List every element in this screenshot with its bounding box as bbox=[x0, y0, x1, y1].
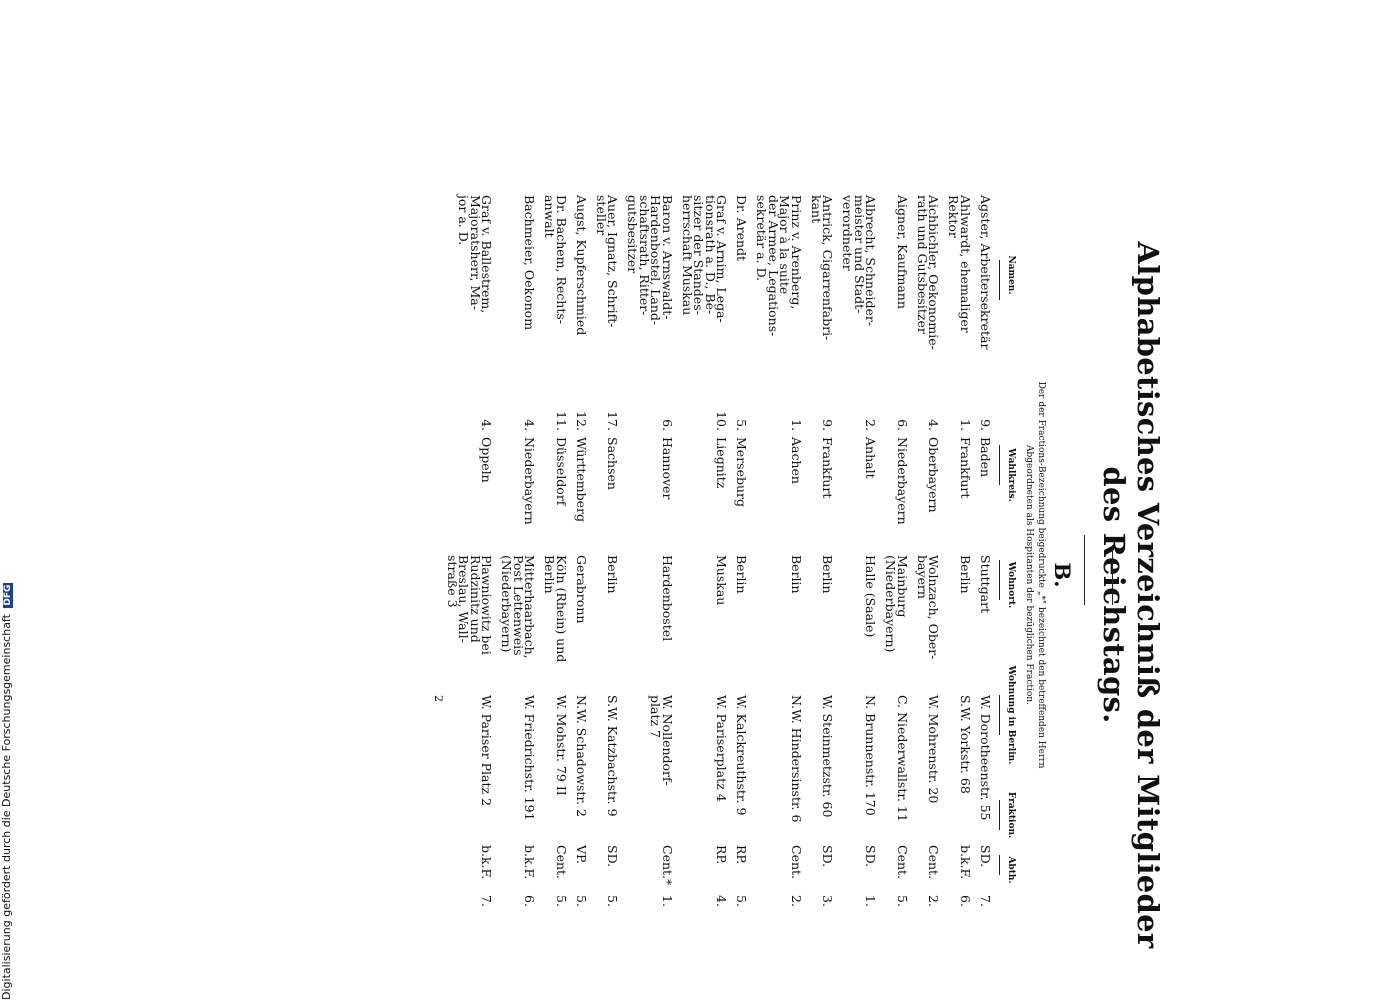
cell-wk-no: 9. bbox=[820, 419, 836, 431]
page-title: Alphabetisches Verzeichniß der Mitglieder des Reichstags. bbox=[1097, 241, 1165, 949]
cell-berlin: W. Nollendorf- platz 7 bbox=[648, 695, 675, 786]
cell-fraktion: VP. bbox=[574, 845, 589, 864]
cell-wohnort: Muskau bbox=[714, 555, 730, 606]
cell-fraktion: b.k.F. bbox=[958, 845, 973, 880]
cell-wk-no: 4. bbox=[926, 419, 942, 431]
cell-wohnort: Wolnzach, Ober- bayern bbox=[915, 555, 942, 660]
cell-fraktion: Cent. bbox=[895, 845, 910, 880]
table-row bbox=[948, 195, 971, 995]
cell-wohnort: Halle (Saale) bbox=[863, 555, 879, 638]
header-wahlkreis: Wahlkreis. bbox=[1006, 448, 1016, 502]
cell-wk-no: 1. bbox=[958, 419, 973, 431]
cell-wk-no: 1. bbox=[789, 419, 804, 431]
header-name: Namen. bbox=[1006, 255, 1016, 295]
cell-wk: Düsseldorf bbox=[554, 437, 569, 506]
rotated-page bbox=[235, 195, 1165, 995]
cell-fraktion: b.k.F. bbox=[522, 845, 538, 880]
cell-wohnort: Berlin bbox=[605, 555, 621, 594]
cell-wk-no: 4. bbox=[522, 419, 538, 431]
cell-wk-no: 12. bbox=[574, 411, 589, 431]
cell-abt: 5. bbox=[605, 895, 621, 907]
header-rule bbox=[999, 800, 1000, 830]
cell-wk-no: 2. bbox=[863, 419, 879, 431]
cell-fraktion: Cent. bbox=[554, 845, 569, 880]
cell-wohnort: Berlin bbox=[734, 555, 750, 594]
cell-fraktion: SD. bbox=[820, 845, 836, 868]
cell-name: Aichbichler, Oekonomie- rath und Gutsbesitzer bbox=[915, 195, 942, 350]
cell-name: Augst, Kupferschmied bbox=[574, 195, 589, 336]
cell-name: Bachmeier, Oekonom bbox=[522, 195, 538, 331]
cell-wk: Aachen bbox=[789, 437, 804, 484]
header-rule bbox=[999, 855, 1000, 875]
cell-berlin: W. Kalckreuthstr. 9 bbox=[734, 695, 750, 816]
section-rule bbox=[1084, 535, 1085, 605]
header-rule bbox=[999, 560, 1000, 600]
cell-name: Auer, Ignatz, Schrift- steller bbox=[594, 195, 621, 328]
table-row bbox=[596, 195, 619, 995]
cell-name: Albrecht, Schneider- meister und Stadt- verordneter bbox=[840, 195, 879, 327]
table-header bbox=[1000, 195, 1016, 995]
cell-abt: 4. bbox=[714, 895, 730, 907]
cell-wk: Frankfurt bbox=[820, 437, 836, 499]
cell-name: Baron v. Arnswaldt- Hardenbostel, Land- schaftsrath, Ritter- gutsbesitzer bbox=[625, 195, 675, 326]
table-row bbox=[736, 195, 748, 995]
header-berlin: Wohnung in Berlin. bbox=[1006, 665, 1016, 765]
cell-abt: 3. bbox=[820, 895, 836, 907]
table-row bbox=[917, 195, 940, 995]
cell-wk-no: 6. bbox=[895, 419, 910, 431]
cell-fraktion: b.k.F. bbox=[479, 845, 495, 880]
header-wohnort: Wohnort. bbox=[1006, 561, 1016, 609]
cell-abt: 6. bbox=[522, 895, 538, 907]
digitization-text: Digitalisierung gefördert durch die Deutsche Forschungsgemeinschaft bbox=[0, 614, 13, 1000]
cell-wohnort: Berlin bbox=[820, 555, 836, 594]
cell-berlin: W. Mohstr. 79 II bbox=[554, 695, 569, 796]
cell-wk-no: 9. bbox=[978, 419, 993, 431]
table-row bbox=[447, 195, 493, 995]
cell-fraktion: SD. bbox=[863, 845, 879, 868]
member-table bbox=[438, 195, 991, 995]
digitization-note bbox=[0, 584, 20, 1000]
table-row bbox=[980, 195, 992, 995]
header-rule bbox=[999, 445, 1000, 485]
cell-wohnort: Stuttgart bbox=[978, 555, 993, 614]
cell-fraktion: SD. bbox=[978, 845, 993, 868]
cell-abt: 5. bbox=[895, 895, 910, 907]
cell-abt: 5. bbox=[554, 895, 569, 907]
fraction-note: Der der Fractions-Bezeichnung beigedruckte „*" bezeichnet den betreffenden Herrn Abgeordneten als Hospitanten der bezüglichen Fraction. bbox=[1024, 381, 1046, 769]
cell-wk: Frankfurt bbox=[958, 437, 973, 499]
cell-berlin: W. Friedrichstr. 191 bbox=[522, 695, 538, 821]
header-abt: Abth. bbox=[1006, 856, 1016, 884]
cell-berlin: C. Niederwallstr. 11 bbox=[895, 695, 910, 822]
cell-abt: 5. bbox=[574, 895, 589, 907]
cell-abt: 1. bbox=[863, 895, 879, 907]
cell-wk-no: 10. bbox=[714, 411, 730, 431]
cell-fraktion: RP. bbox=[714, 845, 730, 865]
table-row bbox=[682, 195, 728, 995]
cell-berlin: S.W. Yorkstr. 68 bbox=[958, 695, 973, 794]
cell-name: Dr. Arendt bbox=[734, 195, 750, 262]
cell-wohnort: Köln (Rhein) und Berlin bbox=[542, 555, 569, 663]
cell-wohnort: Gerabronn bbox=[574, 555, 589, 624]
cell-berlin: S.W. Katzbachstr. 9 bbox=[605, 695, 621, 817]
cell-name: Dr. Bachem, Rechts- anwalt bbox=[542, 195, 569, 324]
cell-berlin: N.W. Hindersinstr. 6 bbox=[789, 695, 804, 823]
cell-fraktion: Cent. bbox=[789, 845, 804, 880]
table-row bbox=[544, 195, 567, 995]
cell-name: Graf v. Ballestrem, Majoratsherr, Ma- jor a. D. bbox=[456, 195, 495, 314]
cell-wk: Hannover bbox=[660, 437, 675, 500]
header-rule bbox=[999, 260, 1000, 300]
cell-wk: Oppeln bbox=[479, 437, 495, 483]
cell-berlin: W. Pariserplatz 4 bbox=[714, 695, 730, 802]
cell-wk: Sachsen bbox=[605, 437, 621, 490]
cell-wk: Württemberg bbox=[574, 437, 589, 523]
cell-berlin: N.W. Schadowstr. 2 bbox=[574, 695, 589, 817]
cell-wk-no: 4. bbox=[479, 419, 495, 431]
cell-wohnort: Berlin bbox=[958, 555, 973, 594]
cell-berlin: W. Steinmetzstr. 60 bbox=[820, 695, 836, 818]
table-row bbox=[756, 195, 802, 995]
table-row bbox=[576, 195, 588, 995]
cell-wohnort: Mitterhaarbach, Post Lettenweis (Niederbayern) bbox=[499, 555, 538, 659]
cell-name: Prinz v. Arenberg, Major à la suite der Armee, Legations- sekretär a. D. bbox=[754, 195, 804, 337]
table-row bbox=[811, 195, 834, 995]
cell-abt: 2. bbox=[926, 895, 942, 907]
cell-wk: Niederbayern bbox=[522, 437, 538, 525]
cell-berlin: N. Brunnenstr. 170 bbox=[863, 695, 879, 816]
cell-wk: Baden bbox=[978, 437, 993, 478]
cell-name: Agster, Arbeitersekretär bbox=[978, 195, 993, 350]
cell-abt: 1. bbox=[660, 895, 675, 907]
header-rule bbox=[999, 695, 1000, 735]
table-row bbox=[501, 195, 536, 995]
cell-name: Graf v. Arnim, Lega- tionsrath a. D., Be- sitzer der Standes- herrschaft Muskau bbox=[680, 195, 730, 323]
section-letter: B. bbox=[1050, 562, 1075, 588]
table-row bbox=[885, 195, 908, 995]
cell-wk-no: 11. bbox=[554, 411, 569, 431]
cell-wk: Oberbayern bbox=[926, 437, 942, 513]
cell-wohnort: Mainburg (Niederbayern) bbox=[883, 555, 910, 653]
cell-wk-no: 6. bbox=[660, 419, 675, 431]
cell-name: Aigner, Kaufmann bbox=[895, 195, 910, 309]
cell-berlin: W. Mohrenstr. 20 bbox=[926, 695, 942, 804]
cell-fraktion: SD. bbox=[605, 845, 621, 868]
cell-berlin: W. Dorotheenstr. 55 bbox=[978, 695, 993, 821]
cell-wohnort: Plawniowitz bei Rudzinitz und Breslau, Wall- straße 3 bbox=[445, 555, 495, 655]
title-rule bbox=[1112, 545, 1113, 605]
cell-fraktion: RP. bbox=[734, 845, 750, 865]
table-row bbox=[627, 195, 673, 995]
table-row bbox=[842, 195, 877, 995]
cell-fraktion: Cent. bbox=[926, 845, 942, 880]
dfg-logo: DFG bbox=[3, 584, 13, 606]
cell-abt: 2. bbox=[789, 895, 804, 907]
cell-abt: 7. bbox=[479, 895, 495, 907]
cell-abt: 5. bbox=[734, 895, 750, 907]
cell-name: Antrick, Cigarrenfabri- kant bbox=[809, 195, 836, 341]
cell-wk-no: 17. bbox=[605, 411, 621, 431]
header-fraktion: Fraktion. bbox=[1006, 791, 1016, 839]
cell-wohnort: Berlin bbox=[789, 555, 804, 594]
cell-wk: Niederbayern bbox=[895, 437, 910, 525]
cell-name: Ahlwardt, ehemaliger Rektor bbox=[946, 195, 973, 333]
cell-wk: Anhalt bbox=[863, 437, 879, 479]
cell-berlin: W. Pariser Platz 2 bbox=[479, 695, 495, 807]
cell-wohnort: Hardenbostel bbox=[660, 555, 675, 642]
cell-abt: 7. bbox=[978, 895, 993, 907]
cell-fraktion: Cent.* bbox=[660, 845, 675, 886]
page-number: 2 bbox=[432, 695, 445, 702]
cell-wk: Liegnitz bbox=[714, 437, 730, 489]
cell-wk: Merseburg bbox=[734, 437, 750, 508]
cell-abt: 6. bbox=[958, 895, 973, 907]
cell-wk-no: 5. bbox=[734, 419, 750, 431]
